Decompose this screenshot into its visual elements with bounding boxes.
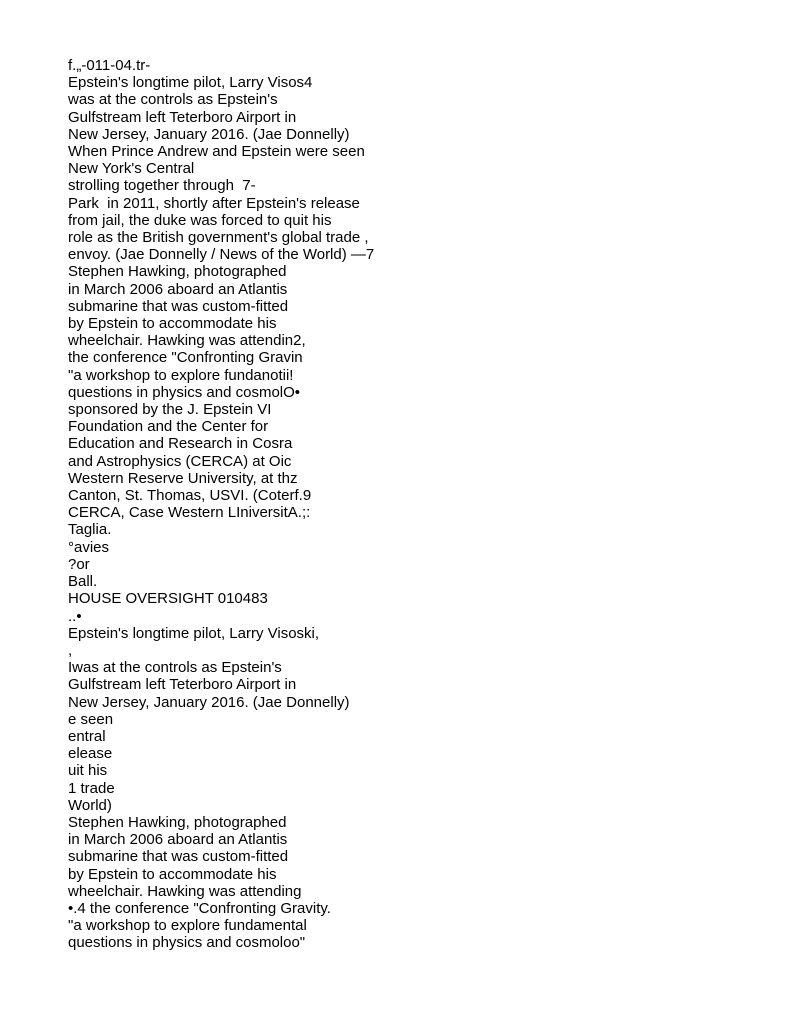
text-line: ?or <box>68 555 90 573</box>
text-line: Taglia. <box>68 521 112 539</box>
text-line: elease <box>68 745 113 763</box>
text-line: strolling together through 7- <box>68 177 256 195</box>
text-line: sponsored by the J. Epstein VI <box>68 401 272 419</box>
text-line: wheelchair. Hawking was attending <box>68 882 302 900</box>
text-line: •.4 the conference "Confronting Gravity. <box>68 899 331 917</box>
text-line: Canton, St. Thomas, USVI. (Coterf.9 <box>68 487 312 505</box>
text-line: envoy. (Jae Donnelly / News of the World) —7 <box>68 246 375 264</box>
text-line: wheelchair. Hawking was attendin2, <box>68 332 306 350</box>
text-line: in March 2006 aboard an Atlantis <box>68 831 288 849</box>
ocr-text-block <box>68 57 374 952</box>
text-line: by Epstein to accommodate his <box>68 315 277 333</box>
text-line: Ball. <box>68 573 98 591</box>
text-line: HOUSE OVERSIGHT 010483 <box>68 590 268 608</box>
text-line: New Jersey, January 2016. (Jae Donnelly) <box>68 125 350 143</box>
text-line: When Prince Andrew and Epstein were seen <box>68 143 365 161</box>
text-line: Park in 2011, shortly after Epstein's release <box>68 194 360 212</box>
text-line: submarine that was custom-fitted <box>68 297 289 315</box>
text-line: Stephen Hawking, photographed <box>68 813 287 831</box>
text-line: by Epstein to accommodate his <box>68 865 277 883</box>
text-line: Education and Research in Cosra <box>68 435 293 453</box>
text-line: e seen <box>68 710 114 728</box>
text-line: New York's Central <box>68 160 195 178</box>
text-line: Gulfstream left Teterboro Airport in <box>68 676 297 694</box>
text-line: questions in physics and cosmoloo" <box>68 934 306 952</box>
text-line: "a workshop to explore fundamental <box>68 917 307 935</box>
text-line: from jail, the duke was forced to quit his <box>68 211 332 229</box>
text-line: Western Reserve University, at thz <box>68 469 298 487</box>
text-line: in March 2006 aboard an Atlantis <box>68 280 288 298</box>
text-line: Epstein's longtime pilot, Larry Visoski, <box>68 624 320 642</box>
text-line: Epstein's longtime pilot, Larry Visos4 <box>68 74 313 92</box>
text-line: Foundation and the Center for <box>68 418 269 436</box>
text-line: and Astrophysics (CERCA) at Oic <box>68 452 292 470</box>
text-line: "a workshop to explore fundanotii! <box>68 366 294 384</box>
text-line: Gulfstream left Teterboro Airport in <box>68 108 297 126</box>
text-line: New Jersey, January 2016. (Jae Donnelly) <box>68 693 350 711</box>
text-line: questions in physics and cosmolO• <box>68 383 301 401</box>
text-line: Iwas at the controls as Epstein's <box>68 659 282 677</box>
text-line: role as the British government's global trade , <box>68 229 369 247</box>
text-line: °avies <box>68 538 110 556</box>
text-line: uit his <box>68 762 108 780</box>
text-line: f.„-011-04.tr- <box>68 57 151 74</box>
text-line: was at the controls as Epstein's <box>68 91 278 109</box>
text-line: submarine that was custom-fitted <box>68 848 289 866</box>
text-line: ..• <box>68 607 82 625</box>
text-line: 1 trade <box>68 779 115 797</box>
text-line: CERCA, Case Western LIniversitA.;: <box>68 504 311 522</box>
text-line: Stephen Hawking, photographed <box>68 263 287 281</box>
text-line: , <box>68 641 73 659</box>
text-line: the conference "Confronting Gravin <box>68 349 303 367</box>
text-line: entral <box>68 727 106 745</box>
text-line: World) <box>68 796 112 814</box>
